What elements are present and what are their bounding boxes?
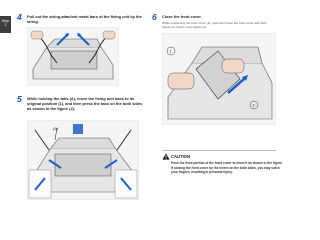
figure-label-1: 1 xyxy=(169,48,172,54)
step-6-number: 6 xyxy=(152,12,157,22)
chapter-tab-label: Step xyxy=(1,19,10,23)
step-6-text: Close the front cover. xyxy=(162,14,202,19)
figure-label-a: (A) xyxy=(53,126,59,131)
step-6-figure xyxy=(162,33,276,125)
chapter-tab-number: 2 xyxy=(4,23,7,28)
caution-text: Push the front portion of the front cover to close it as shown in the figure. If closing the front cover by the levers on the both sides, you may catch your fingers, resulting in personal injury. xyxy=(171,161,283,175)
step-6-subtext: While supporting the front cover (1), push and close the front cover with both hands as shown in the figure (2). xyxy=(162,21,267,30)
step-4-number: 4 xyxy=(17,12,22,22)
step-5-text: While holding the tabs (A), move the fixing unit back to its original position (1), and then press the tabs on the both sides as shown in the figure (2). xyxy=(27,96,143,112)
step-4-figure xyxy=(27,27,119,86)
step-4-text: Pull out the string-attached metal bars of the fixing unit by the string. xyxy=(27,14,142,25)
warning-triangle-icon xyxy=(162,153,170,160)
caution-title: CAUTION xyxy=(171,154,191,159)
step-5-figure xyxy=(27,120,139,200)
chapter-tab xyxy=(0,16,11,33)
step-5-number: 5 xyxy=(17,94,22,104)
figure-label-2: 2 xyxy=(252,102,255,108)
